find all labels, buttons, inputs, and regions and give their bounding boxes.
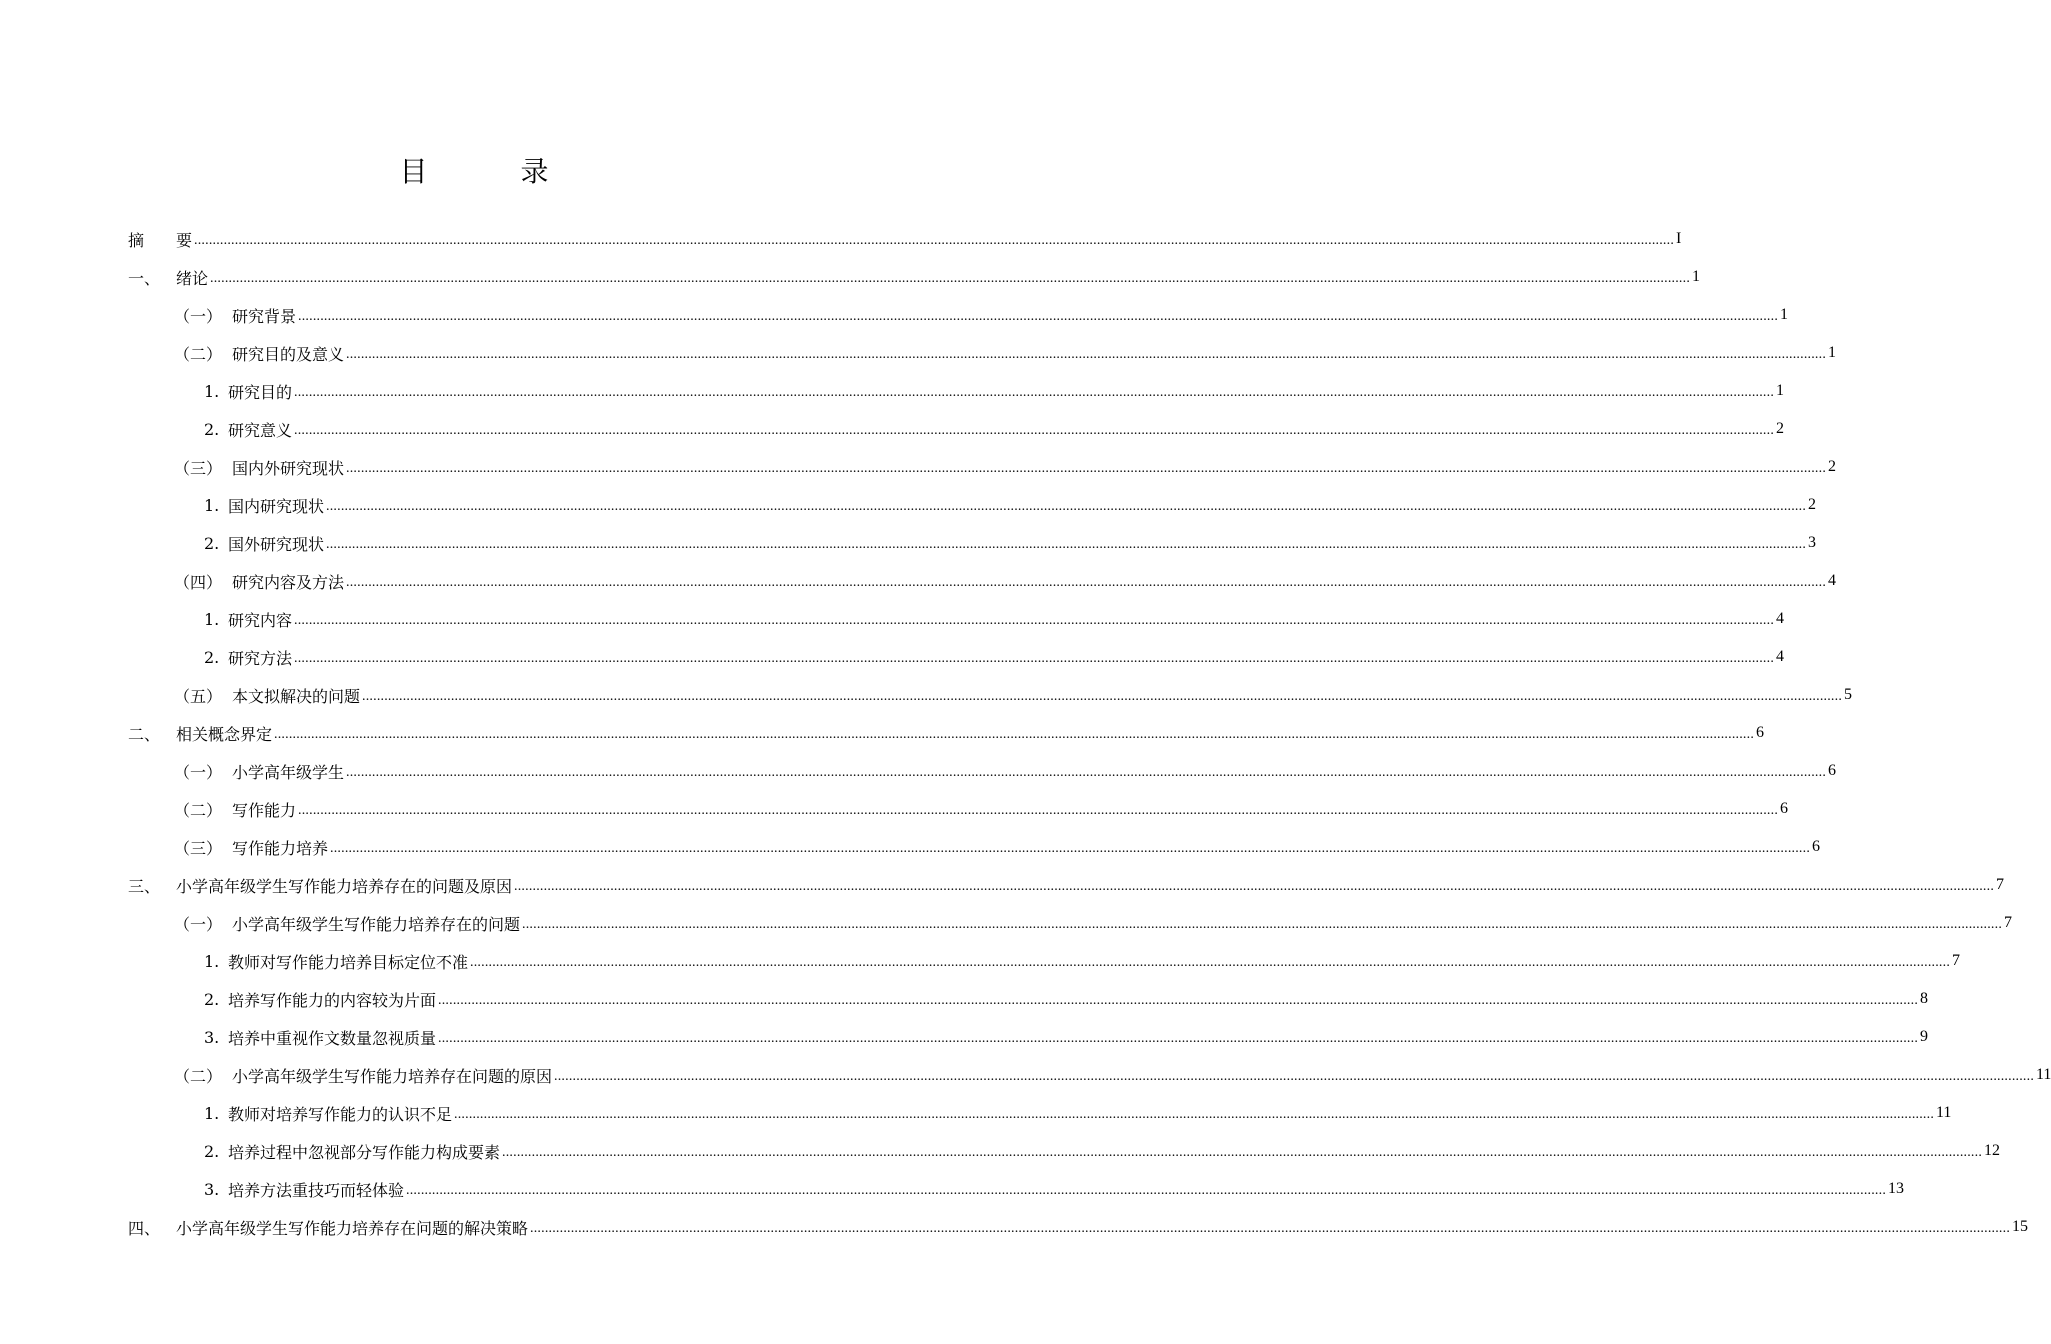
toc-entry[interactable] <box>128 524 1817 562</box>
toc-leader-dots: ................................................................................................................................................................................................................................................................................................................................................................................................................ <box>502 1145 1983 1160</box>
toc-entry-page: 6 <box>1828 762 1837 779</box>
toc-entry-number: 1. <box>204 609 220 629</box>
toc-entry-title: 培养方法重技巧而轻体验 <box>228 1180 405 1200</box>
toc-leader-dots: ................................................................................................................................................................................................................................................................................................................................................................................................................ <box>362 689 1843 704</box>
toc-entry-title: 小学高年级学生写作能力培养存在的问题及原因 <box>176 876 513 896</box>
table-of-contents <box>128 220 2051 1246</box>
toc-entry[interactable] <box>128 676 1853 714</box>
toc-entry-number: （五） <box>174 686 223 706</box>
toc-entry[interactable] <box>128 1018 1929 1056</box>
toc-leader-dots: ................................................................................................................................................................................................................................................................................................................................................................................................................ <box>294 651 1775 666</box>
toc-entry-number: （三） <box>174 458 223 478</box>
toc-entry[interactable] <box>128 1132 2001 1170</box>
toc-entry-title: 小学高年级学生写作能力培养存在问题的解决策略 <box>176 1218 529 1238</box>
toc-entry-page: 7 <box>2004 914 2013 931</box>
toc-entry-title: 小学高年级学生 <box>232 762 345 782</box>
toc-entry[interactable] <box>128 904 2013 942</box>
toc-entry[interactable] <box>128 942 1961 980</box>
toc-entry-number: （二） <box>174 344 223 364</box>
toc-entry-page: 6 <box>1780 800 1789 817</box>
toc-entry-title: 培养写作能力的内容较为片面 <box>228 990 437 1010</box>
toc-entry-number: 2. <box>204 1141 220 1161</box>
toc-leader-dots: ................................................................................................................................................................................................................................................................................................................................................................................................................ <box>194 233 1675 248</box>
toc-leader-dots: ................................................................................................................................................................................................................................................................................................................................................................................................................ <box>406 1183 1887 1198</box>
toc-leader-dots: ................................................................................................................................................................................................................................................................................................................................................................................................................ <box>522 917 2003 932</box>
toc-entry-page: 7 <box>1952 952 1961 969</box>
toc-entry-title: 培养过程中忽视部分写作能力构成要素 <box>228 1142 501 1162</box>
toc-entry[interactable] <box>128 1208 2029 1246</box>
toc-entry-title: 国外研究现状 <box>228 534 325 554</box>
toc-entry-page: 11 <box>1936 1104 1952 1121</box>
toc-entry-number: （二） <box>174 800 223 820</box>
toc-entry[interactable] <box>128 1056 2051 1094</box>
toc-leader-dots: ................................................................................................................................................................................................................................................................................................................................................................................................................ <box>330 841 1811 856</box>
toc-leader-dots: ................................................................................................................................................................................................................................................................................................................................................................................................................ <box>210 271 1691 286</box>
toc-entry-page: 1 <box>1780 306 1789 323</box>
toc-entry-number: 2. <box>204 419 220 439</box>
toc-entry[interactable] <box>128 258 1701 296</box>
toc-leader-dots: ................................................................................................................................................................................................................................................................................................................................................................................................................ <box>346 575 1827 590</box>
toc-entry-title: 研究内容及方法 <box>232 572 345 592</box>
toc-entry-title: 小学高年级学生写作能力培养存在问题的原因 <box>232 1066 553 1086</box>
toc-entry[interactable] <box>128 790 1789 828</box>
toc-title: 目 录 <box>399 155 591 188</box>
toc-entry[interactable] <box>128 828 1821 866</box>
toc-entry-title: 研究方法 <box>228 648 293 668</box>
toc-entry-page: 6 <box>1756 724 1765 741</box>
toc-entry[interactable] <box>128 486 1817 524</box>
toc-leader-dots: ................................................................................................................................................................................................................................................................................................................................................................................................................ <box>346 765 1827 780</box>
toc-entry-number: （一） <box>174 914 223 934</box>
toc-entry-page: I <box>1676 230 1682 247</box>
toc-entry-title: 绪论 <box>176 268 209 288</box>
toc-entry-number: （一） <box>174 762 223 782</box>
toc-entry-number: 二、 <box>128 724 161 744</box>
toc-entry-page: 4 <box>1776 610 1785 627</box>
toc-entry-number: 一、 <box>128 268 161 288</box>
toc-entry-title: 国内研究现状 <box>228 496 325 516</box>
toc-entry-number: 1. <box>204 495 220 515</box>
toc-entry[interactable] <box>128 1094 1952 1132</box>
toc-entry-page: 1 <box>1828 344 1837 361</box>
toc-entry-number: （三） <box>174 838 223 858</box>
toc-entry-number: （二） <box>174 1066 223 1086</box>
toc-entry[interactable] <box>128 714 1765 752</box>
toc-entry-number: 1. <box>204 951 220 971</box>
toc-entry-title: 国内外研究现状 <box>232 458 345 478</box>
toc-entry[interactable] <box>128 562 1837 600</box>
toc-entry-title: 相关概念界定 <box>176 724 273 744</box>
toc-leader-dots: ................................................................................................................................................................................................................................................................................................................................................................................................................ <box>326 499 1807 514</box>
toc-entry-title: 培养中重视作文数量忽视质量 <box>228 1028 437 1048</box>
toc-leader-dots: ................................................................................................................................................................................................................................................................................................................................................................................................................ <box>346 461 1827 476</box>
toc-entry-page: 15 <box>2012 1218 2029 1235</box>
toc-entry-number: 2. <box>204 533 220 553</box>
toc-entry-title: 研究内容 <box>228 610 293 630</box>
toc-entry-page: 4 <box>1776 648 1785 665</box>
toc-leader-dots: ................................................................................................................................................................................................................................................................................................................................................................................................................ <box>294 613 1775 628</box>
toc-entry-title: 研究目的 <box>228 382 293 402</box>
toc-entry-number: 3. <box>204 1179 220 1199</box>
toc-entry-page: 11 <box>2036 1066 2051 1083</box>
toc-entry[interactable] <box>128 410 1785 448</box>
toc-entry-number: 2. <box>204 989 220 1009</box>
toc-entry-number: 1. <box>204 381 220 401</box>
toc-entry-title: 教师对培养写作能力的认识不足 <box>228 1104 453 1124</box>
toc-entry-page: 6 <box>1812 838 1821 855</box>
toc-entry-page: 1 <box>1692 268 1701 285</box>
toc-entry-page: 13 <box>1888 1180 1905 1197</box>
toc-entry-number: （四） <box>174 572 223 592</box>
toc-entry-title: 研究背景 <box>232 306 297 326</box>
toc-entry[interactable] <box>128 334 1837 372</box>
toc-entry[interactable] <box>128 866 2005 904</box>
toc-entry-page: 7 <box>1996 876 2005 893</box>
toc-entry-page: 1 <box>1776 382 1785 399</box>
toc-leader-dots: ................................................................................................................................................................................................................................................................................................................................................................................................................ <box>554 1069 2035 1084</box>
toc-entry-page: 2 <box>1776 420 1785 437</box>
toc-entry-title: 写作能力 <box>232 800 297 820</box>
toc-leader-dots: ................................................................................................................................................................................................................................................................................................................................................................................................................ <box>470 955 1951 970</box>
toc-entry-number: （一） <box>174 306 223 326</box>
toc-entry-number: 3. <box>204 1027 220 1047</box>
toc-entry-page: 2 <box>1808 496 1817 513</box>
toc-leader-dots: ................................................................................................................................................................................................................................................................................................................................................................................................................ <box>298 803 1779 818</box>
toc-leader-dots: ................................................................................................................................................................................................................................................................................................................................................................................................................ <box>274 727 1755 742</box>
toc-entry-title: 小学高年级学生写作能力培养存在的问题 <box>232 914 521 934</box>
toc-leader-dots: ................................................................................................................................................................................................................................................................................................................................................................................................................ <box>346 347 1827 362</box>
toc-entry-title: 研究目的及意义 <box>232 344 345 364</box>
toc-entry[interactable] <box>128 448 1837 486</box>
toc-entry-number: 摘 <box>128 230 161 250</box>
toc-entry[interactable] <box>128 372 1785 410</box>
toc-entry[interactable] <box>128 638 1785 676</box>
toc-entry-page: 8 <box>1920 990 1929 1007</box>
toc-entry[interactable] <box>128 220 1682 258</box>
toc-leader-dots: ................................................................................................................................................................................................................................................................................................................................................................................................................ <box>514 879 1995 894</box>
toc-entry-number: 1. <box>204 1103 220 1123</box>
toc-entry[interactable] <box>128 1170 1905 1208</box>
toc-entry-number: 四、 <box>128 1218 161 1238</box>
toc-entry[interactable] <box>128 980 1929 1018</box>
toc-entry-number: 三、 <box>128 876 161 896</box>
toc-entry-number: 2. <box>204 647 220 667</box>
toc-leader-dots: ................................................................................................................................................................................................................................................................................................................................................................................................................ <box>326 537 1807 552</box>
toc-entry-title: 教师对写作能力培养目标定位不准 <box>228 952 469 972</box>
toc-entry-page: 5 <box>1844 686 1853 703</box>
toc-entry-page: 12 <box>1984 1142 2001 1159</box>
toc-entry-title: 要 <box>176 230 193 250</box>
toc-entry[interactable] <box>128 296 1789 334</box>
toc-entry-title: 研究意义 <box>228 420 293 440</box>
toc-entry-page: 4 <box>1828 572 1837 589</box>
toc-leader-dots: ................................................................................................................................................................................................................................................................................................................................................................................................................ <box>294 385 1775 400</box>
toc-entry-title: 写作能力培养 <box>232 838 329 858</box>
toc-entry[interactable] <box>128 752 1837 790</box>
toc-leader-dots: ................................................................................................................................................................................................................................................................................................................................................................................................................ <box>294 423 1775 438</box>
toc-leader-dots: ................................................................................................................................................................................................................................................................................................................................................................................................................ <box>454 1107 1935 1122</box>
toc-entry-page: 2 <box>1828 458 1837 475</box>
toc-leader-dots: ................................................................................................................................................................................................................................................................................................................................................................................................................ <box>530 1221 2011 1236</box>
toc-leader-dots: ................................................................................................................................................................................................................................................................................................................................................................................................................ <box>438 993 1919 1008</box>
toc-entry-page: 3 <box>1808 534 1817 551</box>
toc-entry[interactable] <box>128 600 1785 638</box>
toc-entry-title: 本文拟解决的问题 <box>232 686 361 706</box>
toc-leader-dots: ................................................................................................................................................................................................................................................................................................................................................................................................................ <box>438 1031 1919 1046</box>
toc-leader-dots: ................................................................................................................................................................................................................................................................................................................................................................................................................ <box>298 309 1779 324</box>
toc-entry-page: 9 <box>1920 1028 1929 1045</box>
